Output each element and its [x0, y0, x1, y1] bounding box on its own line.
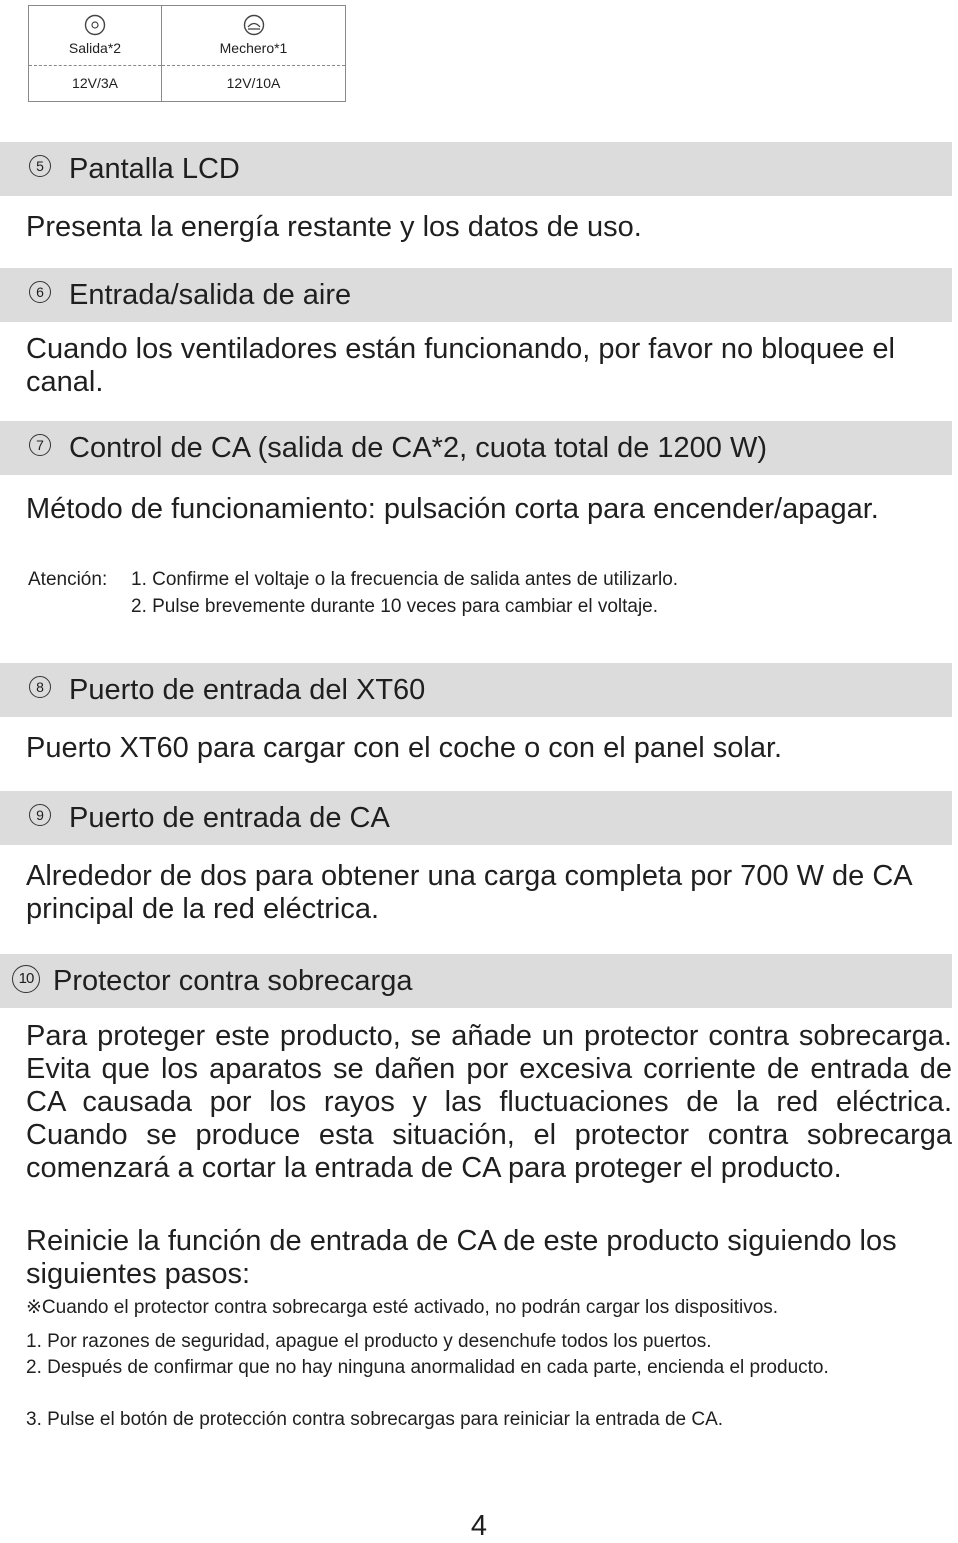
section-number-badge: 8 [29, 676, 51, 698]
section-header-air [0, 268, 952, 322]
spec-divider [162, 65, 345, 66]
port-spec-table [28, 5, 346, 102]
attention-label: Atención: [28, 569, 108, 590]
section-title: Control de CA (salida de CA*2, cuota total de 1200 W) [69, 432, 767, 464]
spec-column-salida [29, 6, 162, 101]
spec-divider [29, 65, 161, 66]
section-number-badge: 5 [29, 155, 51, 177]
section-title: Protector contra sobrecarga [53, 965, 413, 997]
reset-step: 2. Después de confirmar que no hay ninguna anormalidad en cada parte, encienda el producto. [26, 1357, 829, 1378]
section-header-xt60 [0, 663, 952, 717]
section-header-surge-protector [0, 954, 952, 1008]
section-body-ac-input: Alrededor de dos para obtener una carga completa por 700 W de CA principal de la red eléctrica. [26, 860, 912, 925]
section-number-badge: 9 [29, 804, 51, 826]
spec-name: Mechero*1 [219, 40, 288, 56]
usb-output-icon [84, 14, 106, 41]
reset-step: 3. Pulse el botón de protección contra sobrecargas para reiniciar la entrada de CA. [26, 1409, 724, 1430]
section-title: Pantalla LCD [69, 153, 240, 185]
reset-intro: Reinicie la función de entrada de CA de este producto siguiendo los siguientes pasos: [26, 1225, 897, 1290]
section-title: Entrada/salida de aire [69, 279, 352, 311]
section-body-ac-control: Método de funcionamiento: pulsación corta para encender/apagar. [26, 493, 879, 525]
attention-item: 2. Pulse brevemente durante 10 veces para cambiar el voltaje. [131, 596, 659, 617]
section-header-ac-input [0, 791, 952, 845]
section-body-air: Cuando los ventiladores están funcionando, por favor no bloquee el canal. [26, 333, 895, 398]
section-number-badge: 7 [29, 434, 51, 456]
surge-note: ※Cuando el protector contra sobrecarga esté activado, no podrán cargar los dispositivos. [26, 1297, 779, 1318]
spec-value: 12V/3A [72, 75, 118, 91]
section-body-lcd: Presenta la energía restante y los datos de uso. [26, 211, 642, 243]
section-body-surge-protector: Para proteger este producto, se añade un protector contra sobrecarga. Evita que los aparatos se dañen por excesiva corriente de entrada de CA causada por los rayos y las fluctuaciones de la red eléctrica. Cuando se produce esta situación, el protector contra sobrecarga comenzará a cortar la entrada de CA para proteger el producto. [26, 1020, 952, 1184]
spec-value: 12V/10A [226, 75, 281, 91]
section-title: Puerto de entrada del XT60 [69, 674, 426, 706]
reset-step: 1. Por razones de seguridad, apague el producto y desenchufe todos los puertos. [26, 1331, 712, 1352]
section-header-lcd [0, 142, 952, 196]
section-number-badge: 6 [29, 281, 51, 303]
section-header-ac-control [0, 421, 952, 475]
car-lighter-icon [242, 14, 266, 41]
page-number: 4 [470, 1510, 488, 1542]
spec-column-mechero [162, 6, 345, 101]
section-number-badge: 10 [12, 965, 40, 993]
section-body-xt60: Puerto XT60 para cargar con el coche o con el panel solar. [26, 732, 783, 764]
spec-name: Salida*2 [68, 40, 122, 56]
section-title: Puerto de entrada de CA [69, 802, 390, 834]
attention-item: 1. Confirme el voltaje o la frecuencia de salida antes de utilizarlo. [131, 569, 679, 590]
